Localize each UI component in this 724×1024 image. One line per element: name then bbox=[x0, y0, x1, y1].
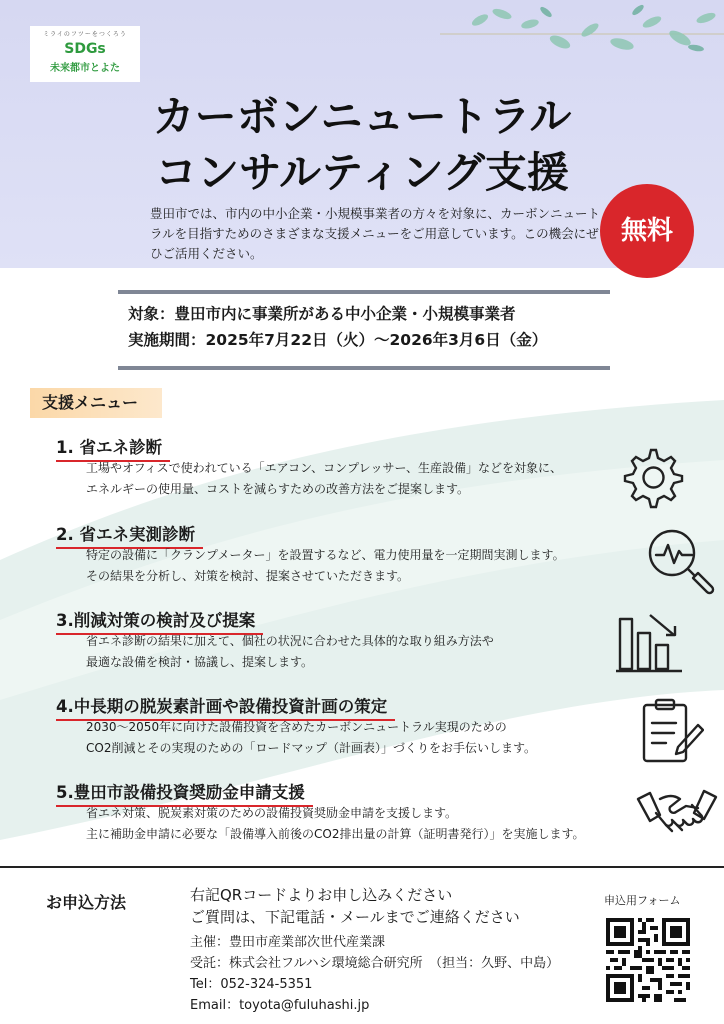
target-info-box bbox=[118, 290, 610, 370]
leaves-decoration-icon bbox=[440, 0, 724, 58]
menu-item-title: 5.豊田市設備投資奨励金申請支援 bbox=[56, 779, 313, 807]
menu-item-title: 4.中長期の脱炭素計画や設備投資計画の策定 bbox=[56, 693, 395, 721]
target-audience: 対象：豊田市内に事業所がある中小企業・小規模事業者 bbox=[128, 305, 516, 323]
page-title-line1: カーボンニュートラル bbox=[152, 92, 572, 141]
logo-tagline: ミライのフツーをつくろう bbox=[43, 31, 127, 38]
menu-item-title: 1. 省エネ診断 bbox=[56, 434, 170, 462]
footer-divider bbox=[0, 866, 724, 868]
free-badge: 無料 bbox=[600, 184, 694, 278]
menu-item-desc-line: 省エネ対策、脱炭素対策のための設備投資奨励金申請を支援します。 bbox=[86, 806, 458, 820]
contact-info bbox=[190, 884, 559, 1016]
menu-item-description bbox=[86, 458, 646, 500]
email: Email：toyota@fuluhashi.jp bbox=[190, 998, 370, 1013]
menu-item-desc-line: 省エネ診断の結果に加えて、個社の状況に合わせた具体的な取り組み方法や bbox=[86, 634, 494, 648]
handshake-icon bbox=[636, 785, 718, 841]
bar-chart-down-icon bbox=[614, 611, 684, 673]
menu-item-desc-line: 最適な設備を検討・協議し、提案します。 bbox=[86, 655, 314, 669]
menu-item-title: 3.削減対策の検討及び提案 bbox=[56, 607, 263, 635]
organizer: 主催：豊田市産業部次世代産業課 bbox=[190, 935, 386, 950]
menu-item-desc-line: 2030～2050年に向けた設備投資を含めたカーボンニュートラル実現のための bbox=[86, 720, 507, 734]
menu-item-description bbox=[86, 803, 646, 845]
question-instruction: ご質問は、下記電話・メールまでご連絡ください bbox=[190, 908, 520, 926]
menu-item-desc-line: エネルギーの使用量、コストを減らすための改善方法をご提案します。 bbox=[86, 482, 470, 496]
sdgs-logo bbox=[30, 26, 140, 82]
logo-city-name: 未来都市とよた bbox=[50, 63, 120, 74]
clipboard-pen-icon bbox=[640, 697, 704, 765]
qr-code[interactable] bbox=[606, 918, 690, 1002]
magnifier-pulse-icon bbox=[644, 525, 716, 597]
qr-label: 申込用フォーム bbox=[604, 894, 681, 907]
menu-item-desc-line: 工場やオフィスで使われている「エアコン、コンプレッサー、生産設備」などを対象に、 bbox=[86, 461, 563, 475]
menu-item-desc-line: CO2削減とその実現のための「ロードマップ（計画表）」づくりをお手伝いします。 bbox=[86, 741, 537, 755]
menu-item-desc-line: その結果を分析し、対策を検討、提案させていただきます。 bbox=[86, 569, 410, 583]
implementation-period: 実施期間：2025年7月22日（火）～2026年3月6日（金） bbox=[128, 331, 548, 349]
logo-sdgs-mark: SDGs bbox=[64, 41, 106, 57]
gear-icon bbox=[618, 444, 684, 510]
menu-item-desc-line: 特定の設備に「クランプメーター」を設置するなど、電力使用量を一定期間実測します。 bbox=[86, 548, 565, 562]
menu-item-description bbox=[86, 631, 646, 673]
page-title-line2: コンサルティング支援 bbox=[155, 148, 569, 197]
menu-item-desc-line: 主に補助金申請に必要な「設備導入前後のCO2排出量の計算（証明書発行）」を実施します。 bbox=[86, 827, 585, 841]
apply-method-label: お申込方法 bbox=[46, 893, 127, 912]
menu-item-description bbox=[86, 717, 646, 759]
support-menu-heading: 支援メニュー bbox=[30, 388, 162, 418]
tel: Tel：052-324-5351 bbox=[190, 977, 313, 992]
menu-item-description bbox=[86, 545, 646, 587]
apply-instruction: 右記QRコードよりお申し込みください bbox=[190, 886, 453, 904]
intro-text: 豊田市では、市内の中小企業・小規模事業者の方々を対象に、カーボンニュートラルを目指すためのさまざまな支援メニューをご用意しています。この機会にぜひご活用ください。 bbox=[150, 206, 601, 261]
contractor: 受託：株式会社フルハシ環境総合研究所 （担当：久野、中島） bbox=[190, 956, 560, 971]
menu-item-title: 2. 省エネ実測診断 bbox=[56, 521, 203, 549]
